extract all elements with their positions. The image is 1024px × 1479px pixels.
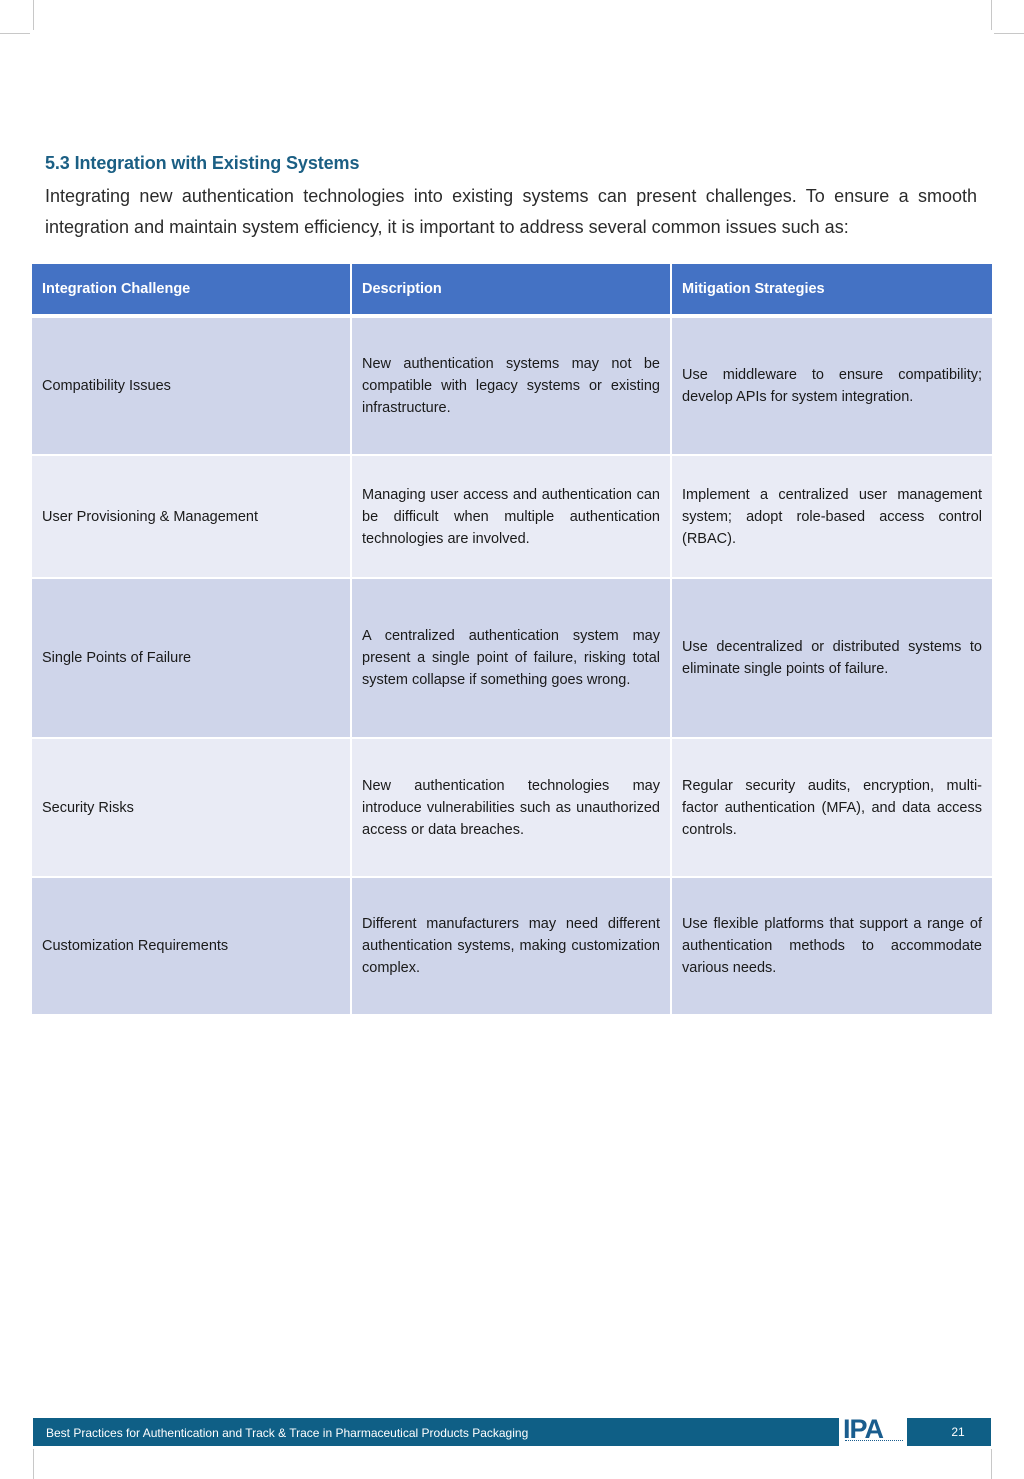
table-row (32, 456, 992, 579)
mitigation-cell: Use middleware to ensure compatibility; develop APIs for system integration. (672, 318, 992, 456)
description-cell: New authentication systems may not be compatible with legacy systems or existing infrastructure. (352, 318, 672, 456)
crop-mark-bottom-left (33, 1449, 34, 1479)
header-description: Description (352, 264, 672, 318)
description-cell: Different manufacturers may need different authentication systems, making customization complex. (352, 878, 672, 1016)
mitigation-cell: Use flexible platforms that support a range of authentication methods to accommodate various needs. (672, 878, 992, 1016)
table-row (32, 579, 992, 739)
challenge-cell: Compatibility Issues (32, 318, 352, 456)
integration-table (32, 264, 992, 1016)
section-intro: Integrating new authentication technologies into existing systems can present challenges. To ensure a smooth integration and maintain system efficiency, it is important to address several common issues such as: (45, 186, 977, 237)
section-title: 5.3 Integration with Existing Systems (45, 153, 360, 173)
challenge-cell: Single Points of Failure (32, 579, 352, 739)
mitigation-cell: Regular security audits, encryption, multi-factor authentication (MFA), and data access controls. (672, 739, 992, 878)
challenge-cell: User Provisioning & Management (32, 456, 352, 579)
footer-bar (33, 1414, 991, 1446)
challenge-cell: Security Risks (32, 739, 352, 878)
table-header-row (32, 264, 992, 318)
challenge-cell: Customization Requirements (32, 878, 352, 1016)
table-row (32, 878, 992, 1016)
footer-title: Best Practices for Authentication and Track & Trace in Pharmaceutical Products Packaging (46, 1426, 529, 1440)
table-row (32, 739, 992, 878)
page-number: 21 (951, 1425, 965, 1439)
header-mitigation-strategies: Mitigation Strategies (672, 264, 992, 318)
crop-mark-top-right (991, 0, 992, 30)
crop-mark-bottom-right (991, 1449, 992, 1479)
crop-mark-top-left (33, 0, 34, 30)
crop-mark-top-right-h (994, 33, 1024, 34)
header-integration-challenge: Integration Challenge (32, 264, 352, 318)
mitigation-cell: Implement a centralized user management system; adopt role-based access control (RBAC). (672, 456, 992, 579)
logo-text: IPA (843, 1414, 884, 1444)
mitigation-cell: Use decentralized or distributed systems to eliminate single points of failure. (672, 579, 992, 739)
logo-underline (845, 1440, 903, 1444)
table-row (32, 318, 992, 456)
ipa-logo (839, 1415, 907, 1449)
description-cell: New authentication technologies may introduce vulnerabilities such as unauthorized access or data breaches. (352, 739, 672, 878)
crop-mark-top-left-h (0, 33, 30, 34)
description-cell: A centralized authentication system may present a single point of failure, risking total system collapse if something goes wrong. (352, 579, 672, 739)
description-cell: Managing user access and authentication can be difficult when multiple authentication technologies are involved. (352, 456, 672, 579)
